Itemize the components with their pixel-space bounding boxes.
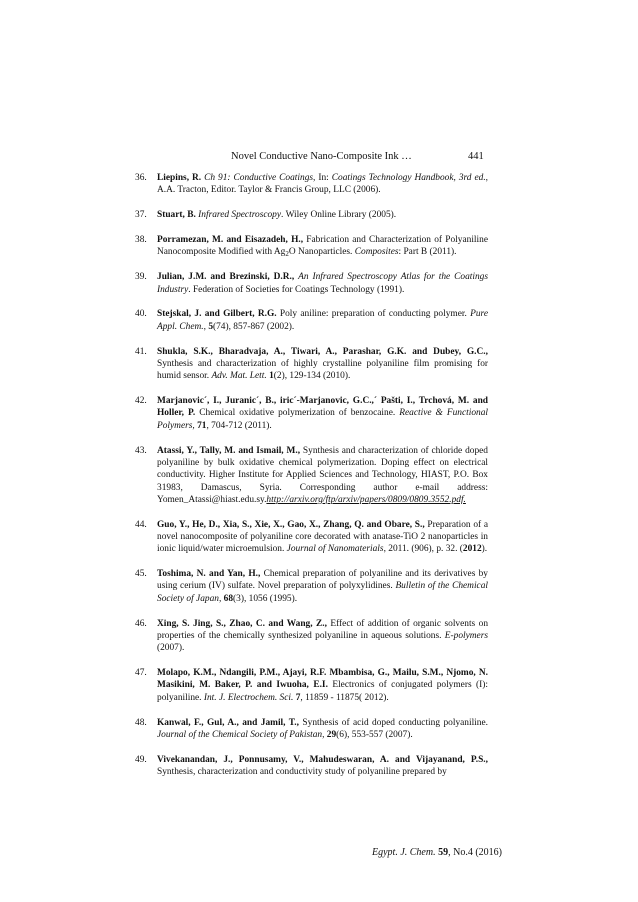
reference-text: (2007). (157, 643, 185, 654)
reference-authors: Julian, J.M. and Brezinski, D.R., (157, 272, 295, 283)
reference-authors: Stejskal, J. and Gilbert, R.G. (157, 309, 277, 320)
reference-authors: Stuart, B. (157, 210, 196, 221)
reference-text: Synthesis and characterization of chloride doped polyaniline by bulk oxidative chemical polymerization. Doping effect on electrical conductivity. Higher Institute for Applied Sciences and Technology, HIAST, P.O. Box 31983, Damascus, Syria. Corresponding author e-mail address: Yomen_Atassi@hiast.edu.sy. (157, 445, 488, 505)
reference-item (135, 172, 488, 197)
reference-text: An Infrared Spectroscopy Atlas for the Coatings Industry (157, 272, 489, 295)
reference-text: O Nanoparticles. (288, 247, 355, 258)
footer-journal: Egypt. J. Chem. (372, 847, 436, 858)
journal-footer (372, 847, 502, 858)
reference-text: Preparation of a novel nanocomposite of polyaniline core decorated with anatase-TiO 2 nanoparticles in ionic liquid/water microemulsion. (157, 519, 488, 555)
reference-item (135, 618, 488, 655)
reference-text: ). (481, 544, 488, 555)
reference-authors: Vivekanandan, J., Ponnusamy, V., Mahudeswaran, A. and Vijayanand, P.S., (157, 754, 488, 765)
reference-text: , A.A. Tracton, Editor. Taylor & Francis Group, LLC (2006). (157, 173, 489, 196)
reference-text: 68 (223, 593, 234, 604)
reference-text: , 704-712 (2011). (206, 420, 272, 431)
reference-text: . Wiley Online Library (2005). (281, 210, 397, 221)
reference-text: , 2011. (906), p. 32. ( (383, 544, 463, 555)
reference-text: Composites (354, 247, 399, 258)
reference-text: 2012 (462, 544, 482, 555)
reference-number: 37. (135, 210, 147, 221)
reference-number: 36. (135, 173, 147, 183)
reference-item (135, 568, 488, 605)
reference-item (135, 308, 488, 333)
reference-item (135, 717, 488, 742)
reference-number: 39. (135, 272, 147, 283)
reference-text: : Part B (2011). (398, 247, 457, 258)
reference-number: 49. (135, 754, 147, 765)
reference-text: Int. J. Electrochem. Sci. (203, 692, 294, 703)
reference-authors: Liepins, R. (157, 173, 202, 183)
reference-item (135, 271, 488, 296)
reference-authors: Toshima, N. and Yan, H., (157, 569, 261, 580)
reference-authors: Kanwal, F., Gul, A., and Jamil, T., (157, 717, 299, 728)
reference-text: (6), 553-557 (2007). (336, 729, 413, 740)
reference-text: (2), 129-134 (2010). (273, 371, 351, 382)
reference-item (135, 519, 488, 556)
reference-text: (74), 857-867 (2002). (213, 321, 295, 332)
reference-text: Journal of the Chemical Society of Pakistan, (157, 729, 325, 740)
reference-number: 46. (135, 618, 147, 629)
reference-item (135, 346, 488, 383)
reference-authors: Marjanovic´, I., Juranic´, B., iric´-Marjanovic, G.C.,´ Pašti, I., Trchová, M. and Holler, P. (157, 396, 488, 419)
reference-text: (3), 1056 (1995). (233, 593, 298, 604)
reference-item (135, 234, 488, 259)
reference-text: Fabrication and Characterization of Polyaniline Nanocomposite Modified with Ag (157, 235, 488, 258)
reference-text: 71 (197, 420, 207, 431)
reference-text: 5 (208, 321, 213, 332)
reference-text: Effect of addition of organic solvents on properties of the chemically synthesized polyaniline in aqueous solutions. (157, 618, 489, 641)
reference-authors: Porramezan, M. and Eisazadeh, H., (157, 235, 304, 246)
reference-item (135, 209, 488, 221)
reference-text: 1 (269, 371, 274, 382)
reference-authors: Molapo, K.M., Ndangili, P.M., Ajayi, R.F. Mbambisa, G., Mailu, S.M., Njomo, N. Masikini, M. Baker, P. and Iwuoha, E.I. (157, 668, 488, 691)
reference-number: 40. (135, 309, 147, 320)
reference-item (135, 754, 488, 779)
reference-number: 43. (135, 445, 147, 456)
reference-text: Synthesis, characterization and conductivity study of polyaniline prepared by (157, 767, 447, 778)
reference-text: Reactive & Functional Polymers, (157, 408, 488, 431)
footer-issue: , No.4 (2016) (448, 847, 502, 858)
reference-authors: Shukla, S.K., Bharadvaja, A., Tiwari, A., Parashar, G.K. and Dubey, G.C., (157, 346, 488, 357)
reference-text: , 11859 - 11875( 2012). (300, 692, 389, 703)
reference-text: Synthesis and characterization of highly crystalline polyaniline film promising for humid sensor. (157, 358, 488, 382)
reference-text: Coatings Technology Handbook, 3rd ed. (331, 173, 486, 183)
reference-item (135, 667, 488, 704)
reference-item (135, 445, 488, 506)
reference-authors: Guo, Y., He, D., Xia, S., Xie, X., Gao, X., Zhang, Q. and Obare, S., (157, 519, 425, 530)
footer-volume: 59 (438, 847, 449, 858)
reference-text: 7 (295, 692, 301, 703)
reference-text: , In: (313, 173, 332, 183)
reference-text: Infrared Spectroscopy (198, 210, 282, 221)
reference-text: Ch 91: Conductive Coatings (204, 173, 314, 183)
reference-text: Adv. Mat. Lett. (211, 371, 267, 382)
reference-text: Chemical preparation of polyaniline and its derivatives by using cerium (IV) sulfate. Novel preparation of polyxylidines. (157, 569, 488, 592)
reference-number: 45. (135, 569, 147, 580)
reference-text: Electronics of conjugated polymers (I): polyaniline. (157, 680, 488, 703)
reference-text: Bulletin of the Chemical Society of Japan, (157, 581, 489, 604)
reference-text: , (203, 321, 209, 332)
reference-number: 38. (135, 235, 147, 246)
running-title: Novel Conductive Nano-Composite Ink … (231, 151, 412, 162)
reference-text: . Federation of Societies for Coatings Technology (1991). (188, 284, 405, 295)
reference-text: Poly aniline: preparation of conducting polymer. (276, 309, 471, 320)
reference-number: 42. (135, 396, 147, 407)
reference-authors: Xing, S. Jing, S., Zhao, C. and Wang, Z., (157, 618, 327, 629)
reference-number: 44. (135, 519, 147, 530)
reference-text: 29 (326, 729, 337, 740)
reference-text: E-polymers (444, 630, 488, 641)
reference-text: Chemical oxidative polymerization of benzocaine. (195, 408, 400, 419)
reference-authors: Atassi, Y., Tally, M. and Ismail, M., (157, 445, 301, 456)
reference-text: Pure Appl. Chem. (157, 309, 488, 332)
reference-item (135, 395, 488, 432)
reference-number: 41. (135, 346, 147, 357)
reference-text: Journal of Nanomaterials (286, 544, 384, 555)
reference-number: 47. (135, 668, 147, 679)
reference-number: 48. (135, 717, 147, 728)
reference-link[interactable]: http://arxiv.org/ftp/arxiv/papers/0809/0809.3552.pdf. (266, 494, 466, 505)
reference-list (135, 172, 488, 791)
reference-text: 2 (285, 250, 289, 259)
running-header (0, 151, 638, 165)
page-number: 441 (468, 151, 484, 162)
reference-text: Synthesis of acid doped conducting polyaniline. (299, 717, 488, 728)
